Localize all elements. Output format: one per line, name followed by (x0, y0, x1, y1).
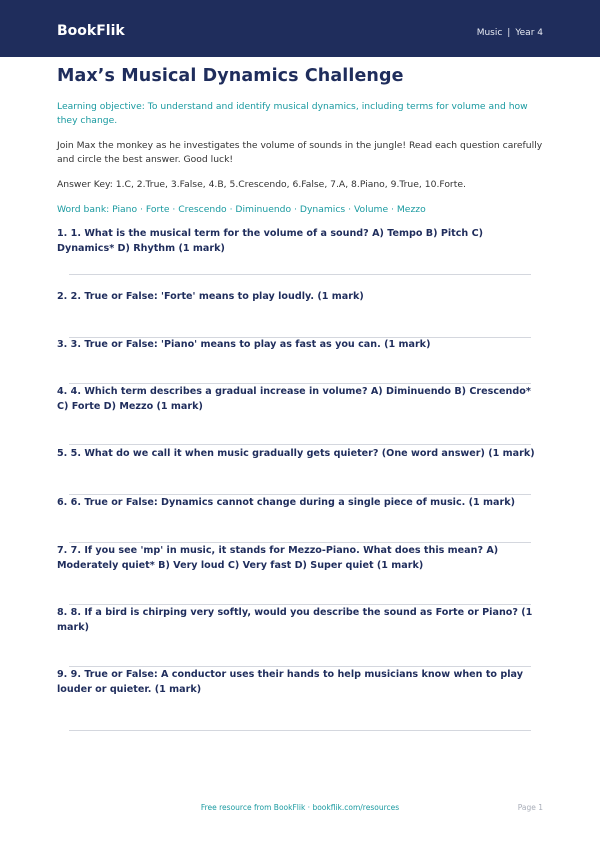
instructions: Join Max the monkey as he investigates the volume of sounds in the jungle! Read each question carefully and circle the best answer. Good luck! (57, 140, 543, 165)
answer-line-9 (69, 730, 531, 731)
page-number: Page 1 (517, 803, 543, 812)
footer-credit[interactable]: Free resource from BookFlik · bookflik.com/resources (200, 803, 400, 812)
header-meta (477, 28, 543, 38)
page-title: Max’s Musical Dynamics Challenge (57, 66, 404, 86)
answer-line-1 (69, 274, 531, 275)
brand-logo[interactable]: BookFlik (57, 23, 125, 39)
question-2: 2. 2. True or False: 'Forte' means to play loudly. (1 mark) (57, 291, 364, 302)
answer-line-4 (69, 444, 531, 445)
year-label: Year 4 (515, 28, 543, 38)
question-1: 1. 1. What is the musical term for the volume of a sound? A) Tempo B) Pitch C) Dynamics* D) Rhythm (1 mark) (57, 228, 484, 254)
header-bar (0, 0, 600, 57)
question-6: 6. 6. True or False: Dynamics cannot change during a single piece of music. (1 mark) (57, 497, 516, 508)
question-7: 7. 7. If you see 'mp' in music, it stands for Mezzo-Piano. What does this mean? A) Moderately quiet* B) Very loud C) Very fast D) Super quiet (1 mark) (57, 545, 499, 571)
question-9: 9. 9. True or False: A conductor uses their hands to help musicians know when to play louder or quieter. (1 mark) (57, 669, 523, 695)
learning-objective: Learning objective: To understand and identify musical dynamics, including terms for volume and how they change. (57, 101, 528, 126)
question-3: 3. 3. True or False: 'Piano' means to play as fast as you can. (1 mark) (57, 339, 431, 350)
question-8: 8. 8. If a bird is chirping very softly, would you describe the sound as Forte or Piano? (1 mark) (57, 607, 533, 633)
worksheet-intro (57, 66, 543, 217)
question-5: 5. 5. What do we call it when music gradually gets quieter? (One word answer) (1 mark) (57, 448, 535, 459)
answer-key: Answer Key: 1.C, 2.True, 3.False, 4.B, 5.Crescendo, 6.False, 7.A, 8.Piano, 9.True, 10.Forte. (57, 179, 466, 190)
word-bank: Word bank: Piano · Forte · Crescendo · Diminuendo · Dynamics · Volume · Mezzo (57, 204, 426, 215)
question-4: 4. 4. Which term describes a gradual increase in volume? A) Diminuendo B) Crescendo* C) Forte D) Mezzo (1 mark) (57, 386, 531, 412)
subject-label: Music (476, 28, 503, 38)
meta-separator: | (507, 28, 511, 38)
